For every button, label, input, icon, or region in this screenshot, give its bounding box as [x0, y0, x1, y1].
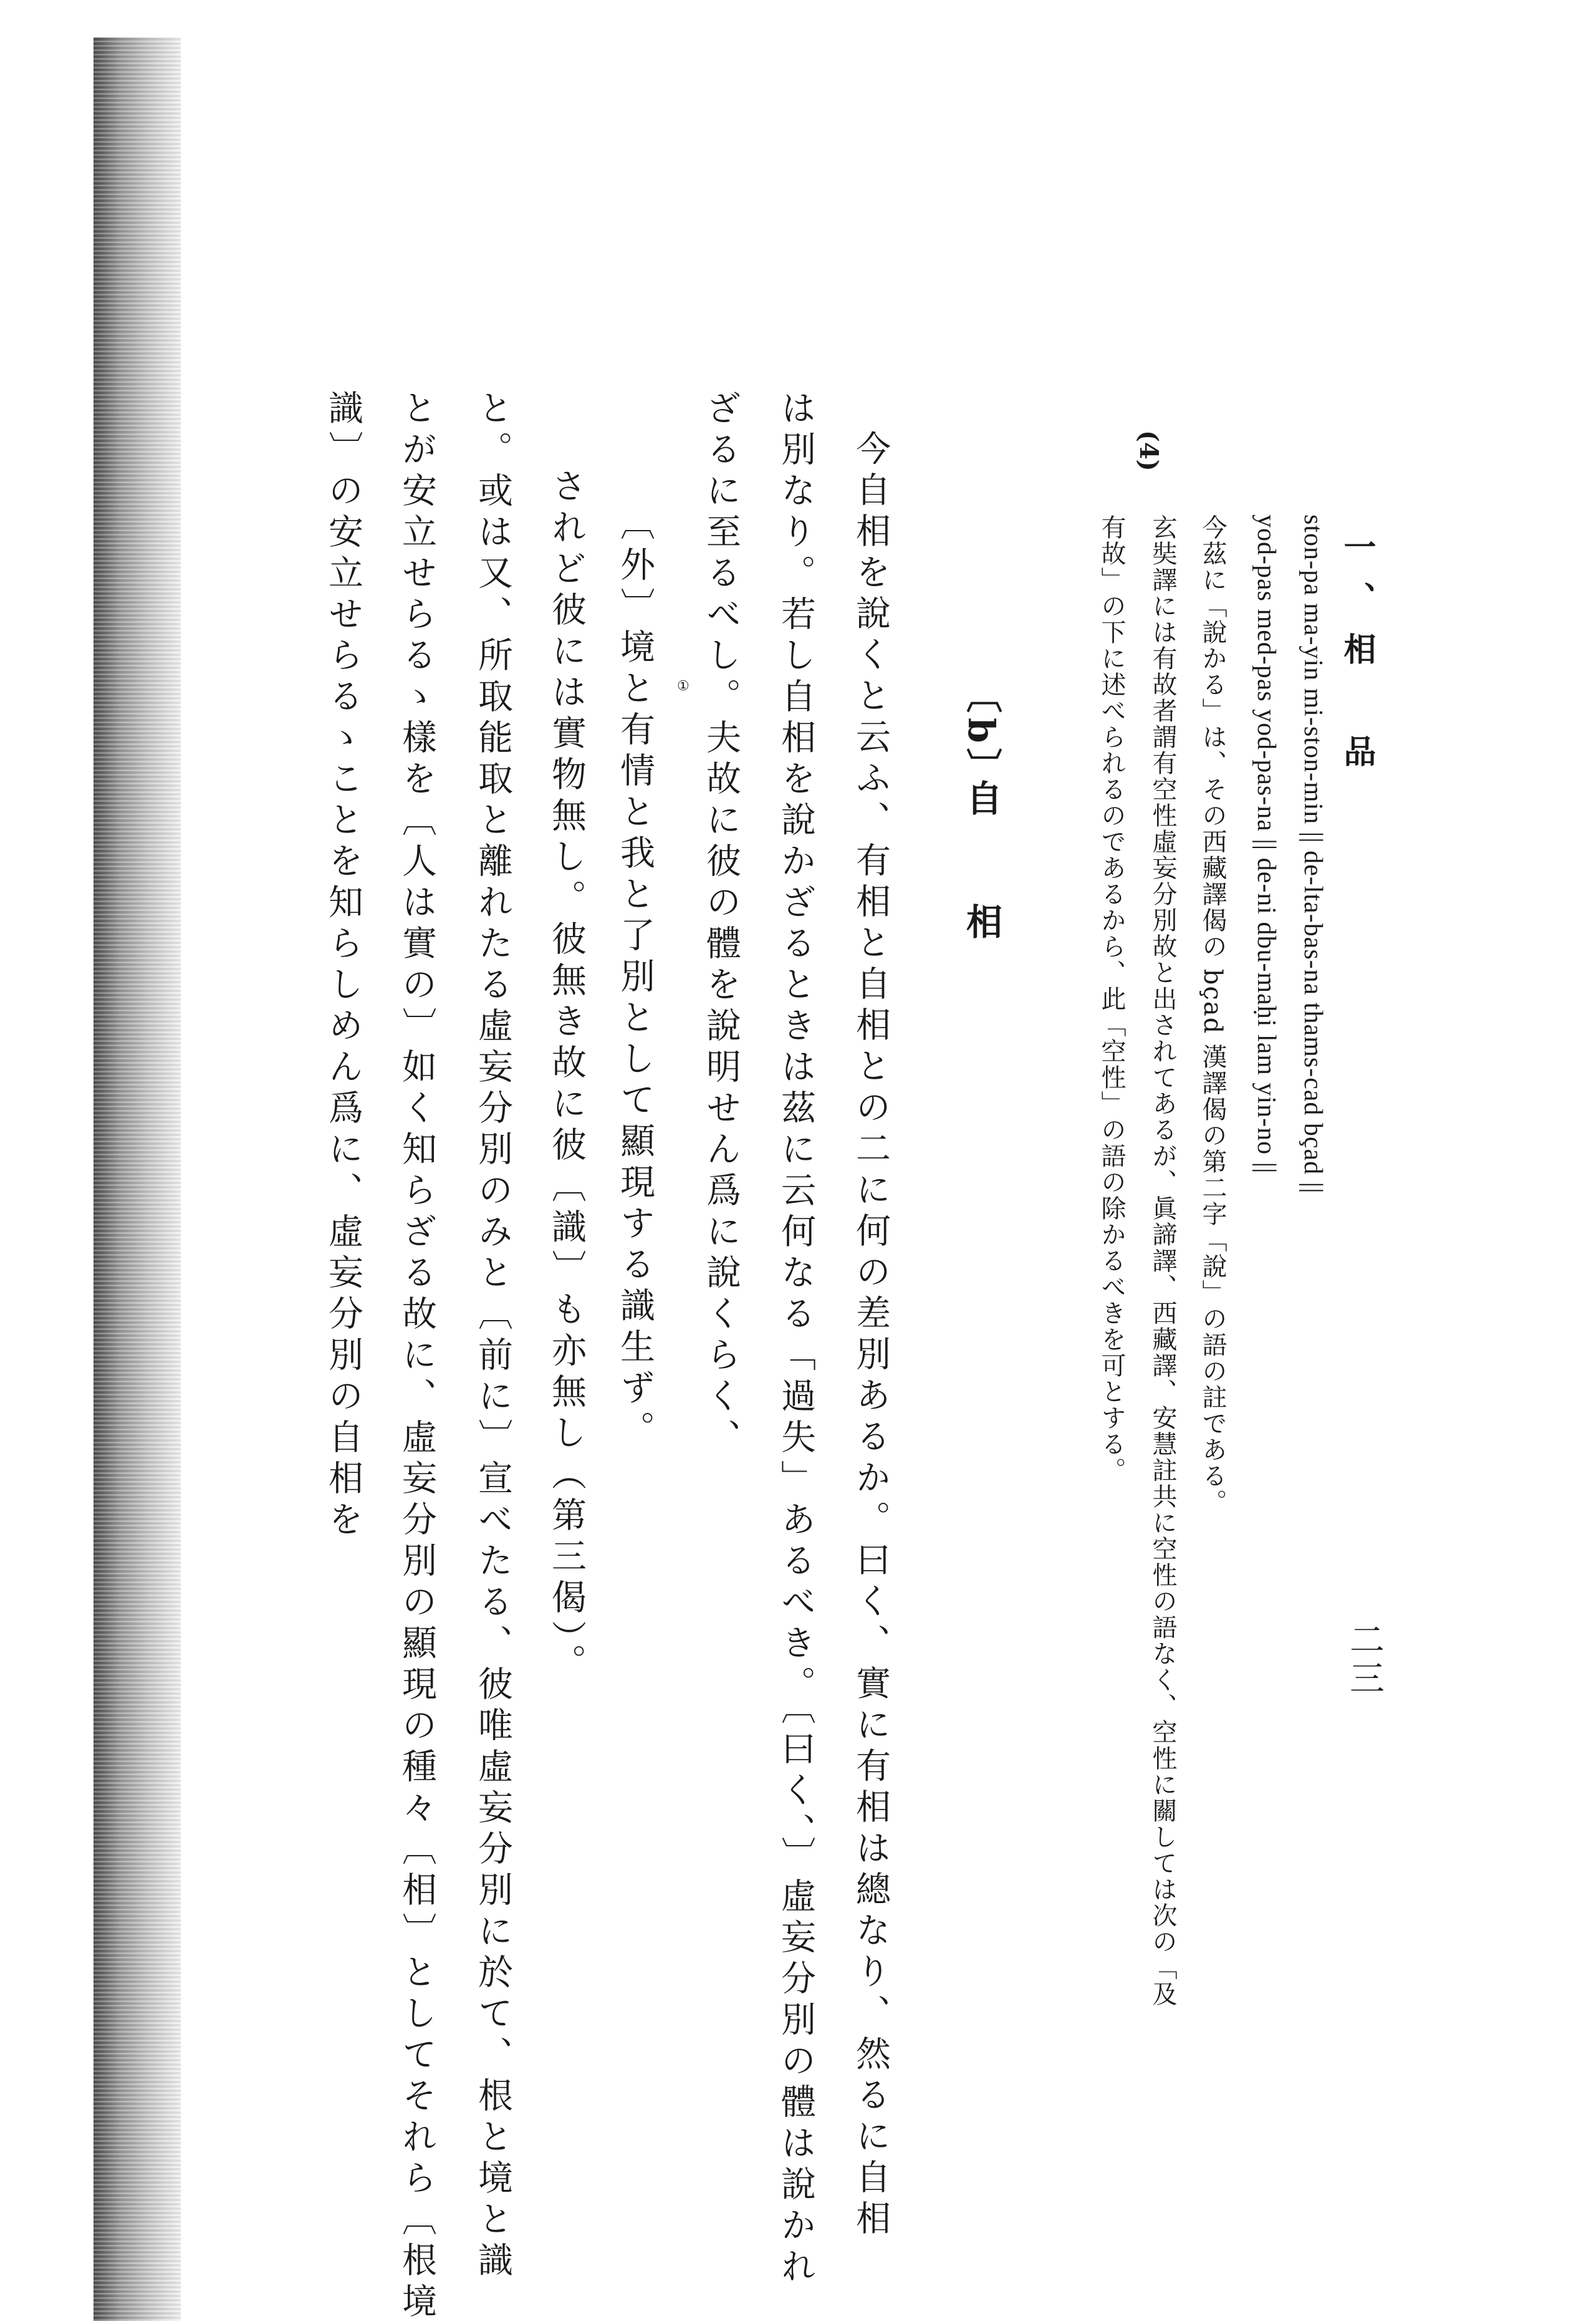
footnote-line: 玄奘譯には有故者謂有空性虛妄分別故と出されてあるが、眞諦譯、西藏譯、安慧註共に空性の語なく、空性に關しては次の「及: [1148, 514, 1177, 2007]
body-line: とが安立せらるゝ樣を〔人は實の〕如く知らざる故に、虛妄分別の顯現の種々〔相〕としてそれら〔根境: [396, 390, 437, 2324]
book-gutter-shadow: [94, 37, 181, 2321]
page-number: 二三: [1344, 1621, 1385, 1699]
running-head: 一、相 品: [1338, 530, 1376, 786]
verse-line: されど彼には實物無し。彼無き故に彼〔識〕も亦無し（第三偈）。: [546, 468, 587, 1685]
footnote-marker: (4): [1134, 430, 1163, 471]
verse-line: 〔外〕境と有情と我と了別として顯現する識生ず。: [615, 505, 655, 1452]
footnote-line: 今茲に「說かる」は、その西藏譯偈の bçad 漢譯偈の第二字「說」の語の註である。: [1198, 514, 1227, 1515]
tibetan-verse-line: yod-pas med-pas yod-pas-na || de-ni dbu-maḥi lam yin-no ||: [1252, 514, 1280, 1174]
section-title: 自相: [960, 779, 1002, 1026]
body-line: は別なり。若し自相を說かざるときは茲に云何なる「過失」あるべき。〔曰く、〕虛妄分別の體は說かれ: [776, 390, 816, 2289]
footnote-line: 有故」の下に述べられるのであるから、此「空性」の語の除かるべきを可とする。: [1097, 514, 1126, 1483]
body-line: 識〕の安立せらるゝことを知らしめん爲に、虛妄分別の自相を: [323, 390, 363, 1542]
body-line: 今自相を說くと云ふ、有相と自相との二に何の差別あるか。曰く、實に有相は總なり、然るに自相: [850, 430, 891, 2241]
body-line: と。或は又、所取能取と離れたる虛妄分別のみと〔前に〕宣べたる、彼唯虛妄分別に於て、根と境と識: [473, 390, 513, 2283]
circled-note-marker: ①: [677, 678, 689, 694]
tibetan-verse-line: ston-pa ma-yin mi-ston-min || de-lta-bas-na thams-cad bçad ||: [1299, 514, 1327, 1194]
section-marker: 〔b〕: [960, 677, 1002, 789]
body-line: ざるに至るべし。夫故に彼の體を說明せん爲に說くらく、: [701, 390, 741, 1460]
